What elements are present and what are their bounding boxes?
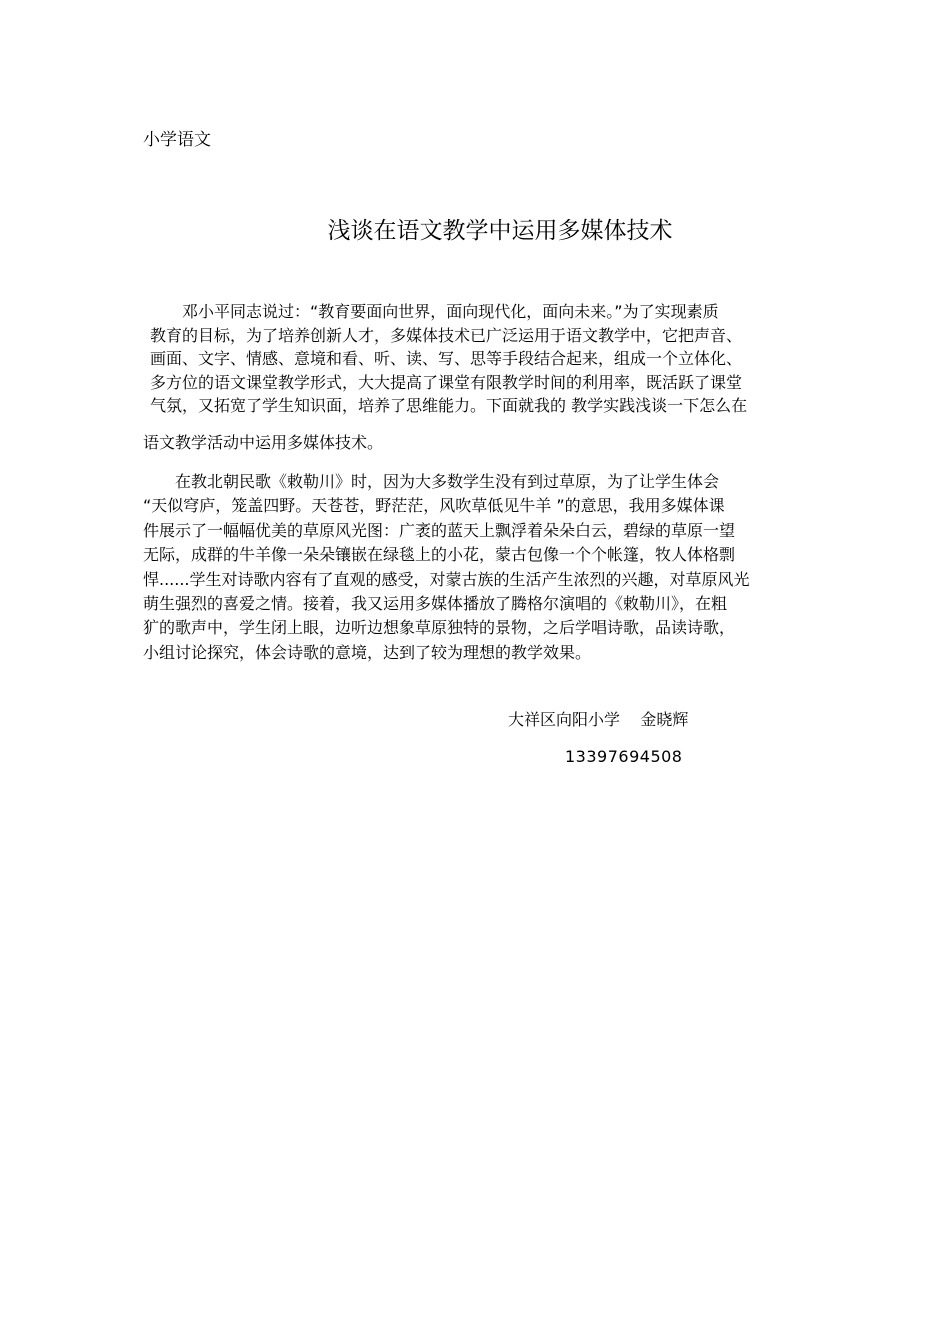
paragraph-line: 萌生强烈的喜爱之情。接着，我又运用多媒体播放了腾格尔演唱的《敕勒川》，在粗	[143, 594, 728, 614]
article-title: 浅谈在语文教学中运用多媒体技术	[327, 218, 673, 244]
paragraph-line: 悍......学生对诗歌内容有了直观的感受，对蒙古族的生活产生浓烈的兴趣，对草原风光	[143, 569, 750, 589]
author-signature: 大祥区向阳小学 金晓辉	[508, 710, 689, 729]
paragraph-line: 件展示了一幅幅优美的草原风光图：广袤的蓝天上飘浮着朵朵白云，碧绿的草原一望	[143, 520, 736, 540]
subject-category: 小学语文	[143, 130, 211, 150]
paragraph-line: 画面、文字、情感、意境和看、听、读、写、思等手段结合起来，组成一个立体化、	[150, 349, 743, 368]
author-phone: 13397694508	[565, 747, 683, 766]
paragraph-line: 气氛，又拓宽了学生知识面，培养了思维能力。下面就我的 教学实践浅谈一下怎么在	[150, 396, 748, 415]
paragraph-1	[150, 300, 810, 418]
paragraph-line: 在教北朝民歌《敕勒川》时，因为大多数学生没有到过草原，为了让学生体会	[143, 472, 720, 491]
paragraph-line: “天似穹庐，笼盖四野。天苍苍，野茫茫，风吹草低见牛羊 ”的意思，我用多媒体课	[143, 496, 725, 516]
paragraph-line: 多方位的语文课堂教学形式，大大提高了课堂有限教学时间的利用率，既活跃了课堂	[150, 372, 743, 392]
paragraph-line: 教育的目标，为了培养创新人才，多媒体技术已广泛运用于语文教学中，它把声音、	[150, 325, 743, 345]
paragraph-line: 无际，成群的牛羊像一朵朵镶嵌在绿毯上的小花，蒙古包像一个个帐篷，牧人体格剽	[143, 545, 736, 565]
paragraph-line: 小组讨论探究，体会诗歌的意境，达到了较为理想的教学效果。	[143, 642, 592, 662]
paragraph-1-tail: 语文教学活动中运用多媒体技术。	[143, 433, 384, 452]
paragraph-2	[143, 470, 813, 665]
paragraph-line: 邓小平同志说过：“教育要面向世界，面向现代化，面向未来。”为了实现素质	[150, 302, 719, 321]
paragraph-line: 犷的歌声中，学生闭上眼，边听边想象草原独特的景物，之后学唱诗歌，品读诗歌，	[143, 618, 736, 638]
